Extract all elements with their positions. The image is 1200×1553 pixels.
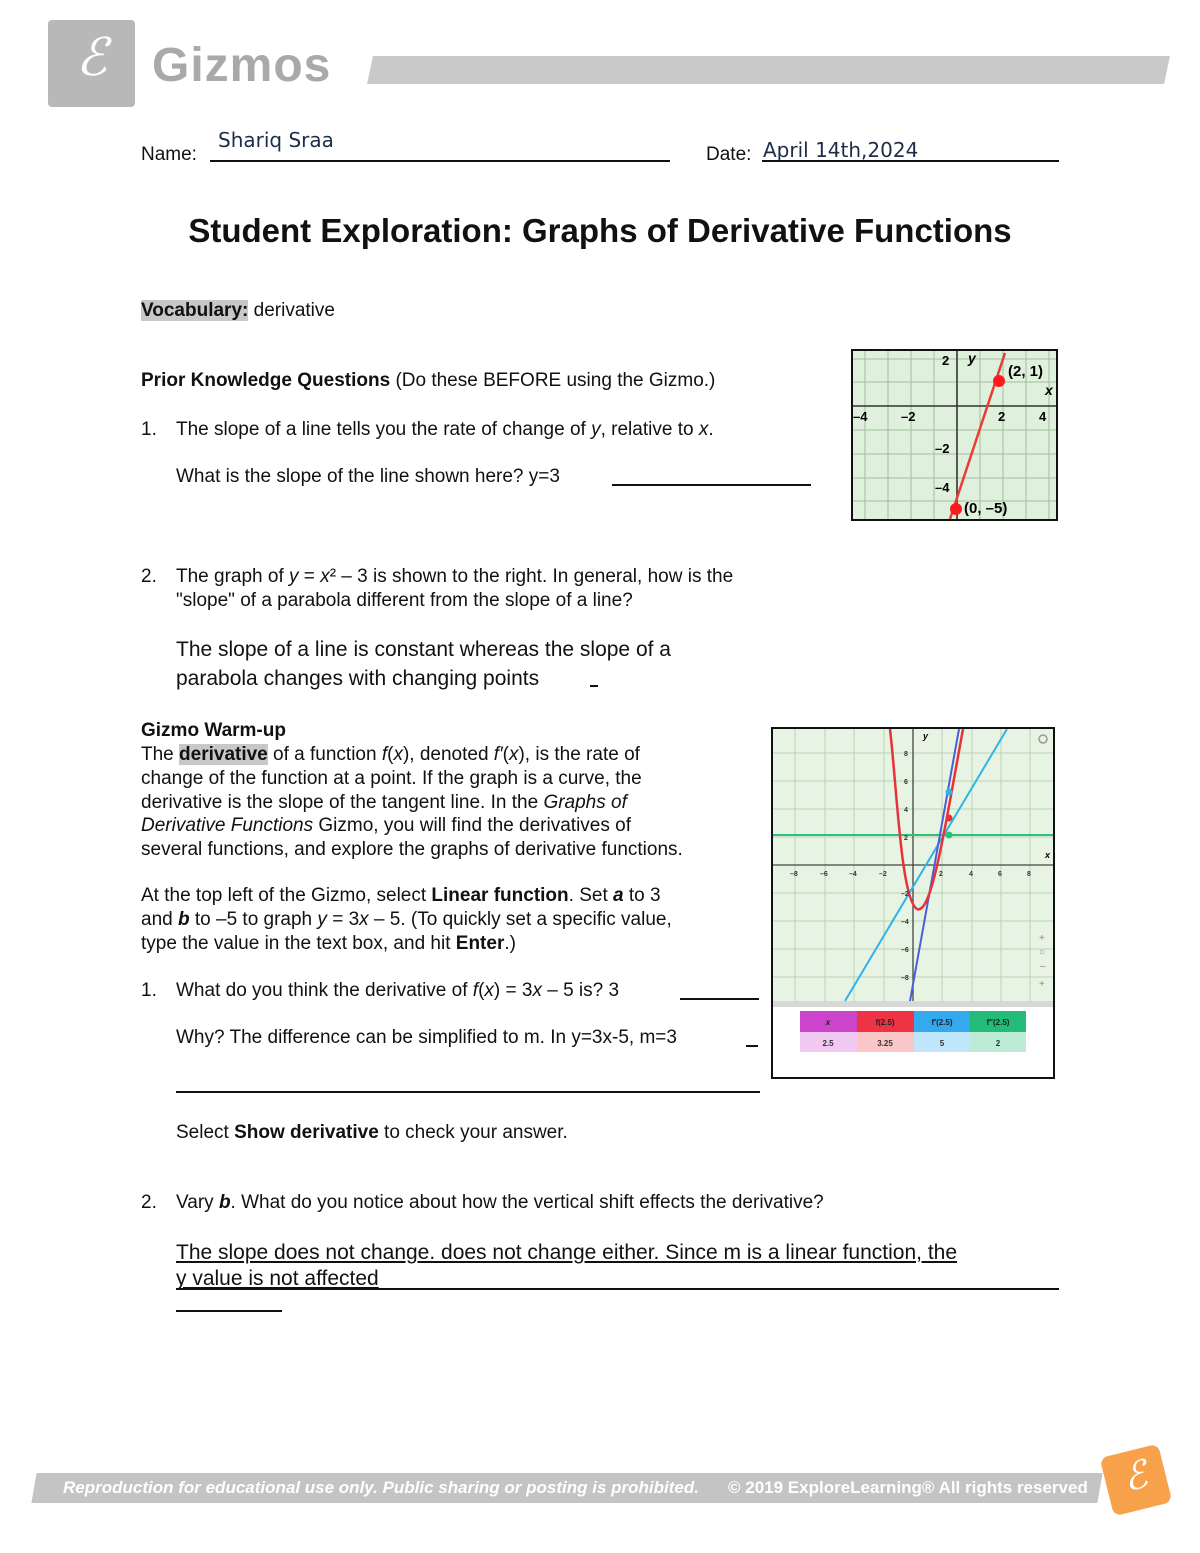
graph2-tick-y: –2 xyxy=(901,891,909,898)
warmup-p2-line3: type the value in the text box, and hit Enter.) xyxy=(141,933,516,954)
tangent-point xyxy=(946,789,953,796)
graph1-tick-x: –4 xyxy=(853,409,868,424)
warmup-p2-line2: and b to –5 to graph y = 3x – 5. (To quickly set a specific value, xyxy=(141,909,672,930)
name-field[interactable]: Shariq Sraa xyxy=(218,128,334,152)
prior-q2-number: 2. xyxy=(141,566,157,587)
warmup-p2-line1: At the top left of the Gizmo, select Linear function. Set a to 3 xyxy=(141,885,661,906)
warmup-q2-text: Vary b. What do you notice about how the vertical shift effects the derivative? xyxy=(176,1192,824,1213)
graph2-axis-y: y xyxy=(923,731,929,741)
zoom-in-icon: + xyxy=(1039,933,1045,944)
warmup-p1-line4: Derivative Functions Gizmo, you will find the derivatives of xyxy=(141,815,631,836)
graph2-tick-x: –4 xyxy=(849,871,857,878)
name-label: Name: xyxy=(141,144,197,165)
gizmo-graph xyxy=(771,727,1055,1079)
header-logo-box xyxy=(48,20,135,107)
line-graph xyxy=(851,349,1058,521)
vocabulary-label: Vocabulary: xyxy=(141,300,249,321)
warmup-p1-line5: several functions, and explore the graphs of derivative functions. xyxy=(141,839,683,860)
graph2-tick-x: 8 xyxy=(1027,871,1031,878)
warmup-q1-why-tail xyxy=(746,1045,758,1047)
brand-title: Gizmos xyxy=(152,39,332,92)
warmup-q1-answer-line[interactable] xyxy=(680,998,759,1000)
prior-q2-line1: The graph of y = x² – 3 is shown to the right. In general, how is the xyxy=(176,566,734,587)
line-graph-svg xyxy=(853,351,1056,519)
pan-icon: + xyxy=(1039,979,1045,990)
prior-q2-line2: "slope" of a parabola different from the slope of a line? xyxy=(176,590,633,611)
graph1-label-top: (2, 1) xyxy=(1008,363,1044,380)
warmup-q2-number: 2. xyxy=(141,1192,157,1213)
prior-knowledge-heading xyxy=(141,369,715,393)
table-value-fprime: 5 xyxy=(939,1039,945,1048)
second-point xyxy=(946,832,953,839)
warmup-q1-number: 1. xyxy=(141,980,157,1001)
graph2-tick-x: 6 xyxy=(998,871,1002,878)
warmup-p1-line1: The derivative of a function f(x), denoted f′(x), is the rate of xyxy=(141,744,640,765)
table-header-fprime: f′(2.5) xyxy=(931,1018,953,1027)
prior-q1-prompt: What is the slope of the line shown here? y=3 xyxy=(176,466,560,487)
function-point xyxy=(946,815,953,822)
explorelearning-logo-icon: ℰ xyxy=(75,28,108,88)
graph1-point-bottom xyxy=(950,503,962,515)
vocabulary-line xyxy=(141,299,335,323)
page-title: Student Exploration: Graphs of Derivative Functions xyxy=(188,212,1012,249)
gizmo-graph-svg xyxy=(773,729,1053,1077)
warmup-p1-line2: change of the function at a point. If the graph is a curve, the xyxy=(141,768,642,789)
graph1-tick-x: –2 xyxy=(901,409,916,424)
header-bar xyxy=(367,56,1170,84)
warmup-q1-why[interactable]: Why? The difference can be simplified to m. In y=3x-5, m=3 xyxy=(176,1027,677,1048)
prior-q1-text: The slope of a line tells you the rate of change of y, relative to x. xyxy=(176,419,714,440)
table-header-f: f(2.5) xyxy=(875,1018,895,1027)
footer-copyright: © 2019 ExploreLearning® All rights reserved xyxy=(728,1478,1088,1497)
date-label: Date: xyxy=(706,144,752,165)
warmup-q1-select: Select Show derivative to check your answer. xyxy=(176,1122,568,1143)
prior-q1-answer-line[interactable] xyxy=(612,484,811,486)
graph2-tick-y: 4 xyxy=(904,807,908,814)
vocabulary-value: derivative xyxy=(253,300,335,321)
graph2-tick-y: –6 xyxy=(901,947,909,954)
table-value-x: 2.5 xyxy=(822,1039,834,1048)
graph2-tick-y: 8 xyxy=(904,751,908,758)
graph2-tick-x: –8 xyxy=(790,871,798,878)
table-value-fdoubleprime: 2 xyxy=(995,1039,1001,1048)
prior-q2-answer-tail xyxy=(590,685,598,687)
graph2-tick-y: –8 xyxy=(901,975,909,982)
graph1-tick-y: 2 xyxy=(942,353,950,368)
zoom-out-icon: – xyxy=(1040,961,1046,972)
graph1-point-top xyxy=(993,375,1005,387)
warmup-q1-text: What do you think the derivative of f(x) = 3x – 5 is? 3 xyxy=(176,980,620,1001)
reset-view-icon: ○ xyxy=(1039,947,1046,958)
graph2-tick-y: 6 xyxy=(904,779,908,786)
date-field[interactable]: April 14th,2024 xyxy=(763,138,919,162)
graph1-tick-y: –4 xyxy=(935,480,950,495)
warmup-q2-answer-line1[interactable]: The slope does not change. does not change either. Since m is a linear function, the xyxy=(176,1241,958,1264)
date-underline xyxy=(762,160,1059,162)
graph2-tick-y: 2 xyxy=(904,835,908,842)
table-header-fdoubleprime: f″(2.5) xyxy=(986,1018,1010,1027)
warmup-q1-why-line2[interactable] xyxy=(176,1091,760,1093)
graph2-tick-x: –2 xyxy=(879,871,887,878)
warmup-q2-answer-rule xyxy=(176,1288,1059,1290)
prior-q2-answer-line2[interactable]: parabola changes with changing points xyxy=(176,667,540,690)
name-underline xyxy=(210,160,670,162)
footer-disclaimer: Reproduction for educational use only. Public sharing or posting is prohibited. xyxy=(63,1478,699,1497)
warmup-q2-answer-line2[interactable]: y value is not affected xyxy=(176,1267,379,1290)
graph2-tick-x: 4 xyxy=(969,871,973,878)
prior-q1-number: 1. xyxy=(141,419,157,440)
footer-logo-glyph: ℰ xyxy=(1118,1451,1152,1501)
table-header-x: x xyxy=(825,1018,831,1027)
graph2-tick-x: –6 xyxy=(820,871,828,878)
prior-heading-note: (Do these BEFORE using the Gizmo.) xyxy=(395,370,716,391)
graph1-axis-y: y xyxy=(968,351,976,366)
warmup-heading: Gizmo Warm-up xyxy=(141,720,286,741)
graph2-tick-y: –4 xyxy=(901,919,909,926)
graph1-label-bottom: (0, –5) xyxy=(964,500,1008,517)
graph2-tick-x: 2 xyxy=(939,871,943,878)
graph1-axis-x: x xyxy=(1045,382,1053,398)
warmup-p1-line3: derivative is the slope of the tangent line. In the Graphs of xyxy=(141,792,627,813)
prior-q2-answer-line1[interactable]: The slope of a line is constant whereas the slope of a xyxy=(176,638,671,661)
graph1-tick-y: –2 xyxy=(935,441,950,456)
warmup-q2-answer-tail xyxy=(176,1310,282,1312)
prior-heading-text: Prior Knowledge Questions xyxy=(141,370,391,391)
footer-logo-icon xyxy=(1100,1444,1173,1517)
graph1-tick-x: 2 xyxy=(998,409,1006,424)
graph1-tick-x: 4 xyxy=(1039,409,1047,424)
table-value-f: 3.25 xyxy=(877,1039,893,1048)
graph2-axis-x: x xyxy=(1045,850,1051,860)
